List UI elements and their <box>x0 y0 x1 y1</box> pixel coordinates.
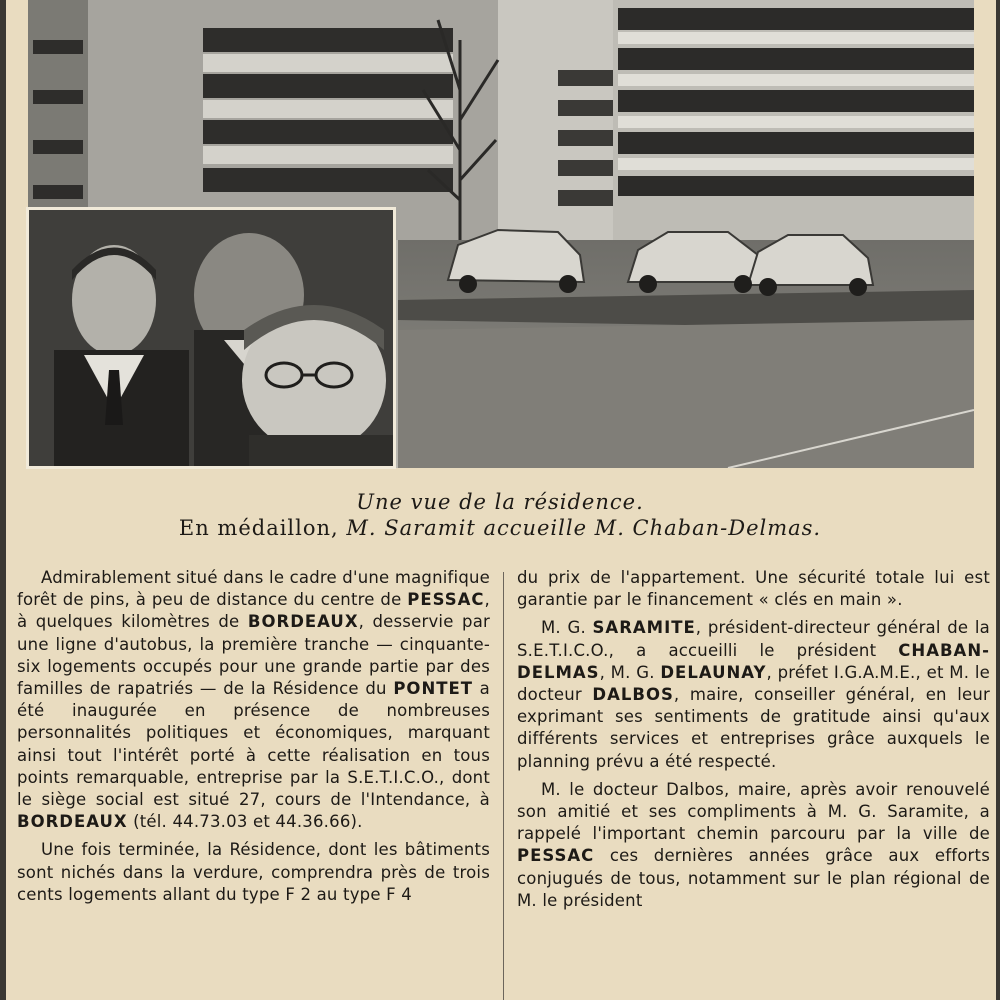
article-column-left <box>17 567 490 1000</box>
article-text-run: , à quelques kilomètres de <box>17 590 490 632</box>
article-paragraph <box>17 567 490 833</box>
article-paragraph <box>517 617 990 772</box>
article-bold-run: DALBOS <box>592 685 674 705</box>
article-text-run: M. le docteur Dalbos, maire, après avoir renouvelé son amitié et ses compliments à M. G. Saramite, a rappelé l'important chemin parcouru par la ville de <box>517 779 990 844</box>
photo-caption <box>0 490 1000 540</box>
caption-line-2-rest: M. Saramit accueille M. Chaban-Delmas. <box>338 516 822 540</box>
article-paragraph <box>17 839 490 906</box>
article-paragraph <box>517 567 990 611</box>
article-bold-run: BORDEAUX <box>17 812 128 832</box>
caption-line-2 <box>0 516 1000 540</box>
article-text-run: , président-directeur général de la S.E.T.I.C.O., a accueilli le président <box>517 618 990 660</box>
article-text-run: ces dernières années grâce aux efforts conjugués de tous, notamment sur le plan régional de M. le président <box>517 846 990 910</box>
article-paragraph <box>517 779 990 912</box>
column-divider <box>503 572 504 1000</box>
article-bold-run: BORDEAUX <box>247 612 359 632</box>
caption-line-1: Une vue de la résidence. <box>356 490 644 514</box>
article-bold-run: SARAMITE <box>592 618 696 638</box>
article-bold-run: PESSAC <box>407 590 485 610</box>
article-text-run: Une fois terminée, la Résidence, dont les bâtiments sont nichés dans la verdure, comprendra près de trois cents logements allant du type F 2 au type F 4 <box>17 840 490 904</box>
article-bold-run: PONTET <box>393 679 474 699</box>
article-bold-run: CHABAN-DELMAS <box>517 640 990 682</box>
article-text-run: , M. G. <box>599 662 661 682</box>
inset-portrait-photo <box>26 207 396 469</box>
article-bold-run: DELAUNAY <box>660 662 767 682</box>
article-text-run: du prix de l'appartement. Une sécurité totale lui est garantie par le financement « clés en main ». <box>517 568 990 610</box>
article-column-right <box>517 567 990 1000</box>
article-text-run: a été inaugurée en présence de nombreuses personnalités politiques et économiques, marquant ainsi tout l'intérêt porté à cette réalisation en tous points remarquable, entreprise par la S.E.T.I.C.O., dont le siège social est situé 27, cours de l'Intendance, à <box>17 679 490 810</box>
article-text-run: , maire, conseiller général, en leur exprimant ses sentiments de gratitude ainsi qu'aux différents services et entreprises grâce auxquels le planning prévu a été respecté. <box>517 685 990 771</box>
article-bold-run: PESSAC <box>517 846 595 866</box>
inset-portrait-art <box>29 210 393 466</box>
caption-line-2-lead: En médaillon, <box>178 516 339 540</box>
article-text-run: , préfet I.G.A.M.E., et M. le docteur <box>517 662 990 705</box>
article-text-run: Admirablement situé dans le cadre d'une magnifique forêt de pins, à peu de distance du centre de <box>17 568 490 610</box>
article-text-run: M. G. <box>541 618 593 638</box>
article-text-run: (tél. 44.73.03 et 44.36.66). <box>127 812 363 832</box>
article-text-run: , desservie par une ligne d'autobus, la première tranche — cinquante-six logements occupés pour une grande partie par des familles de rapatriés — de la Résidence du <box>17 612 490 699</box>
